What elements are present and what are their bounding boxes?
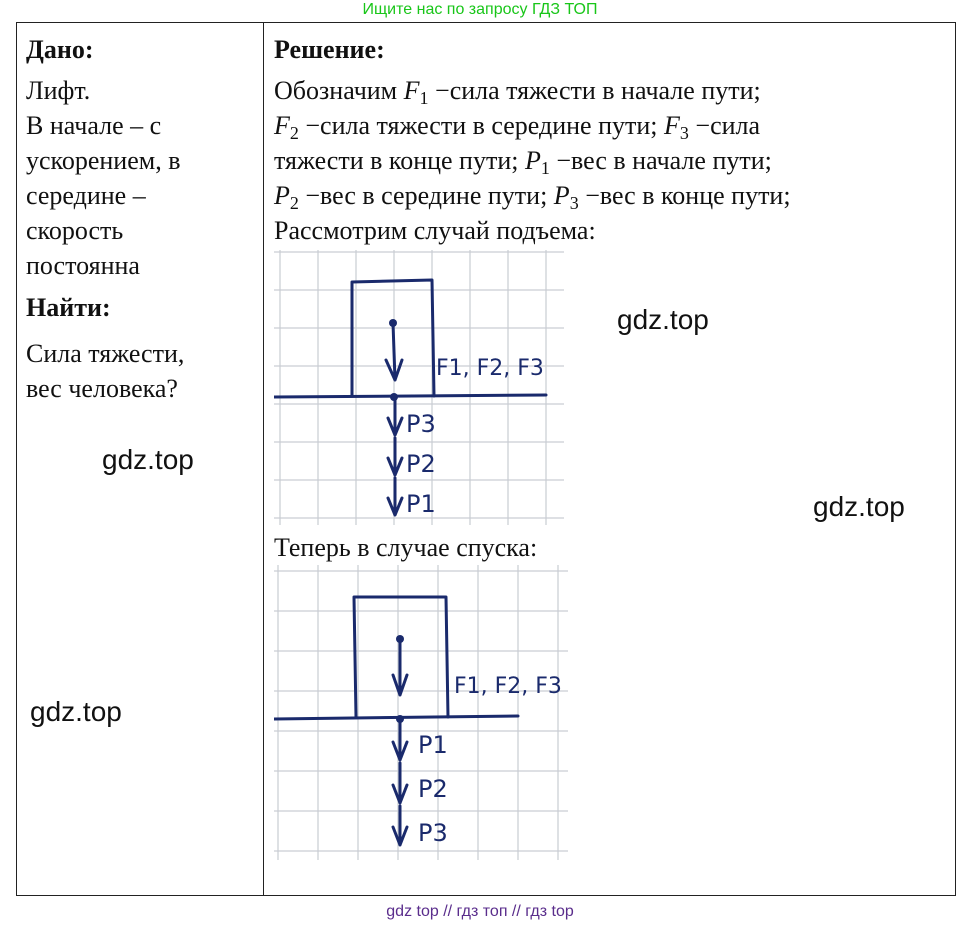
solution-title: Решение: xyxy=(274,35,385,64)
subscript: 2 xyxy=(289,193,299,213)
solution-line-1 xyxy=(274,73,761,108)
symbol: F xyxy=(274,111,290,140)
watermark: gdz.top xyxy=(617,304,709,335)
center-of-mass-dot xyxy=(389,319,397,327)
support-point-dot xyxy=(390,393,398,401)
solution-line-3 xyxy=(274,143,772,178)
given-line: постоянна xyxy=(26,251,140,280)
ascent-force-diagram xyxy=(274,250,564,525)
given-line: середине – xyxy=(26,181,146,210)
text-part: −сила xyxy=(688,111,761,140)
subscript: 3 xyxy=(679,123,689,143)
symbol: P xyxy=(553,181,570,210)
subscript: 3 xyxy=(569,193,579,213)
subscript: 1 xyxy=(419,88,429,108)
gravity-arrow xyxy=(386,323,402,380)
footer-links[interactable]: gdz top // гдз топ // гдз top xyxy=(386,903,574,920)
symbol: P xyxy=(274,181,290,210)
descent-force-diagram xyxy=(274,565,568,860)
find-title: Найти: xyxy=(26,293,111,322)
text-part: −сила тяжести в середине пути; xyxy=(298,111,665,140)
find-line: Сила тяжести, xyxy=(26,339,185,368)
watermark: gdz.top xyxy=(102,444,194,475)
symbol: F xyxy=(664,111,680,140)
symbol: F xyxy=(403,76,420,105)
text-part: −вес в середине пути; xyxy=(298,181,554,210)
text-part: Обозначим xyxy=(274,76,404,105)
weight-label: P1 xyxy=(406,490,436,518)
weight-label: P3 xyxy=(418,819,448,847)
grid-paper xyxy=(274,565,568,860)
text-part: −вес в конце пути; xyxy=(578,181,791,210)
watermark: gdz.top xyxy=(813,491,905,522)
given-line: Лифт. xyxy=(26,76,91,105)
column-divider xyxy=(263,22,264,896)
force-label: F1, F2, F3 xyxy=(454,674,562,699)
weight-label: P3 xyxy=(406,410,436,438)
support-point-dot xyxy=(396,715,404,723)
weight-label: P2 xyxy=(418,775,448,803)
floor-line xyxy=(274,716,518,719)
given-line: скорость xyxy=(26,216,124,245)
text-part: тяжести в конце пути; xyxy=(274,146,525,175)
weight-arrow xyxy=(393,806,407,845)
center-of-mass-dot xyxy=(396,635,404,643)
weight-label: P2 xyxy=(406,450,436,478)
subscript: 2 xyxy=(289,123,299,143)
weight-arrow xyxy=(393,763,407,803)
weight-arrow xyxy=(388,478,402,515)
floor-line xyxy=(274,395,546,397)
given-line: В начале – с xyxy=(26,111,162,140)
ascent-label: Рассмотрим случай подъема: xyxy=(274,216,596,245)
top-banner[interactable]: Ищите нас по запросу ГДЗ ТОП xyxy=(362,1,598,18)
weight-arrow xyxy=(388,438,402,475)
text-part: −сила тяжести в начале пути; xyxy=(428,76,761,105)
given-line: ускорением, в xyxy=(26,146,181,175)
weight-label: P1 xyxy=(418,731,448,759)
watermark: gdz.top xyxy=(30,696,122,727)
descent-label: Теперь в случае спуска: xyxy=(274,533,538,562)
force-label: F1, F2, F3 xyxy=(436,356,544,381)
text-part: −вес в начале пути; xyxy=(549,146,772,175)
weight-arrow xyxy=(393,721,407,760)
grid-paper xyxy=(274,250,564,525)
given-title: Дано: xyxy=(26,35,94,64)
symbol: P xyxy=(524,146,541,175)
find-line: вес человека? xyxy=(26,374,178,403)
solution-line-2 xyxy=(274,108,760,143)
gravity-arrow xyxy=(393,641,407,695)
subscript: 1 xyxy=(540,158,550,178)
solution-line-4 xyxy=(274,178,791,213)
